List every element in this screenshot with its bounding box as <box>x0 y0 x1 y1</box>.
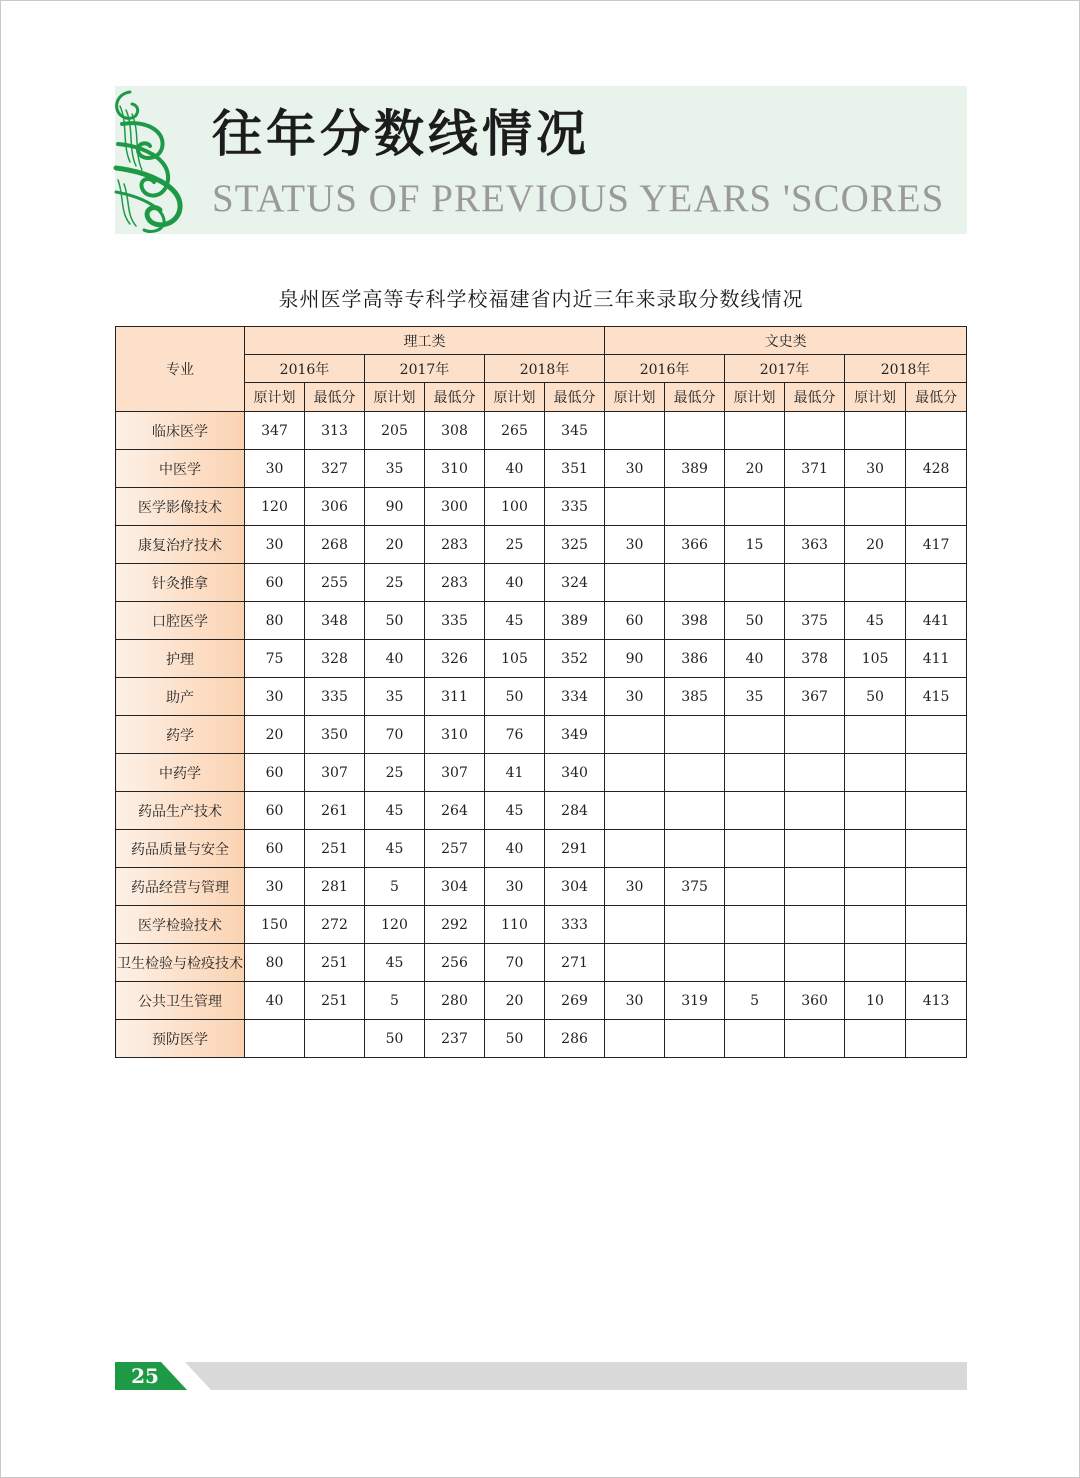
plan-cell <box>725 564 785 602</box>
plan-cell <box>845 564 906 602</box>
major-cell: 药品质量与安全 <box>116 830 245 868</box>
min-score-cell: 371 <box>785 450 845 488</box>
min-score-cell <box>665 944 725 982</box>
min-score-cell <box>665 564 725 602</box>
min-score-cell: 334 <box>545 678 605 716</box>
plan-cell: 45 <box>365 830 425 868</box>
page-number: 25 <box>131 1364 159 1388</box>
min-score-cell: 351 <box>545 450 605 488</box>
table-row <box>116 412 967 450</box>
min-score-cell: 413 <box>906 982 967 1020</box>
subcol-header: 原计划 <box>365 383 425 412</box>
min-score-cell <box>906 412 967 450</box>
min-score-cell: 398 <box>665 602 725 640</box>
min-score-cell: 327 <box>305 450 365 488</box>
plan-cell: 5 <box>365 868 425 906</box>
plan-cell: 45 <box>485 602 545 640</box>
plan-cell: 30 <box>605 982 665 1020</box>
plan-cell <box>845 830 906 868</box>
plan-cell: 120 <box>365 906 425 944</box>
plan-cell: 50 <box>845 678 906 716</box>
min-score-cell: 345 <box>545 412 605 450</box>
plan-cell: 35 <box>365 450 425 488</box>
min-score-cell <box>665 412 725 450</box>
min-score-cell: 308 <box>425 412 485 450</box>
min-score-cell: 264 <box>425 792 485 830</box>
min-score-cell <box>906 868 967 906</box>
plan-cell: 90 <box>365 488 425 526</box>
table-row <box>116 982 967 1020</box>
plan-cell: 105 <box>485 640 545 678</box>
table-row <box>116 1020 967 1058</box>
table-row <box>116 602 967 640</box>
table-title: 泉州医学高等专科学校福建省内近三年来录取分数线情况 <box>278 287 804 311</box>
min-score-cell <box>665 906 725 944</box>
min-score-cell <box>906 1020 967 1058</box>
plan-cell <box>605 830 665 868</box>
table-row <box>116 488 967 526</box>
table-row <box>116 906 967 944</box>
plan-cell: 35 <box>365 678 425 716</box>
scores-table <box>115 326 967 1058</box>
plan-cell: 20 <box>725 450 785 488</box>
min-score-cell: 417 <box>906 526 967 564</box>
plan-cell <box>725 716 785 754</box>
min-score-cell <box>785 944 845 982</box>
plan-cell <box>725 488 785 526</box>
min-score-cell: 335 <box>305 678 365 716</box>
plan-cell: 347 <box>245 412 305 450</box>
min-score-cell: 310 <box>425 716 485 754</box>
plan-cell <box>725 412 785 450</box>
min-score-cell: 281 <box>305 868 365 906</box>
year-header: 2016年 <box>605 355 725 383</box>
plan-cell <box>845 868 906 906</box>
min-score-cell: 307 <box>305 754 365 792</box>
plan-cell: 110 <box>485 906 545 944</box>
min-score-cell: 428 <box>906 450 967 488</box>
min-score-cell: 256 <box>425 944 485 982</box>
min-score-cell <box>665 792 725 830</box>
min-score-cell: 340 <box>545 754 605 792</box>
min-score-cell: 375 <box>665 868 725 906</box>
plan-cell <box>725 830 785 868</box>
min-score-cell: 283 <box>425 526 485 564</box>
plan-cell <box>605 792 665 830</box>
min-score-cell: 280 <box>425 982 485 1020</box>
min-score-cell <box>665 716 725 754</box>
plan-cell: 30 <box>245 450 305 488</box>
major-cell: 药学 <box>116 716 245 754</box>
plan-cell: 25 <box>365 564 425 602</box>
min-score-cell <box>785 830 845 868</box>
min-score-cell: 325 <box>545 526 605 564</box>
min-score-cell: 378 <box>785 640 845 678</box>
subcol-header: 最低分 <box>906 383 967 412</box>
major-cell: 药品经营与管理 <box>116 868 245 906</box>
min-score-cell: 415 <box>906 678 967 716</box>
min-score-cell <box>785 906 845 944</box>
subcol-header: 原计划 <box>605 383 665 412</box>
min-score-cell <box>906 830 967 868</box>
min-score-cell: 386 <box>665 640 725 678</box>
subcol-header: 原计划 <box>245 383 305 412</box>
min-score-cell: 304 <box>425 868 485 906</box>
plan-cell: 40 <box>485 830 545 868</box>
plan-cell <box>605 716 665 754</box>
min-score-cell <box>665 488 725 526</box>
table-body <box>116 412 967 1058</box>
subcol-header: 最低分 <box>785 383 845 412</box>
plan-cell: 20 <box>245 716 305 754</box>
plan-cell <box>845 716 906 754</box>
min-score-cell: 251 <box>305 830 365 868</box>
major-cell: 中医学 <box>116 450 245 488</box>
plan-cell: 60 <box>605 602 665 640</box>
min-score-cell: 360 <box>785 982 845 1020</box>
plan-cell: 20 <box>365 526 425 564</box>
min-score-cell: 326 <box>425 640 485 678</box>
min-score-cell: 335 <box>545 488 605 526</box>
plan-cell: 40 <box>365 640 425 678</box>
plan-cell: 30 <box>605 678 665 716</box>
subcol-header: 最低分 <box>425 383 485 412</box>
major-cell: 药品生产技术 <box>116 792 245 830</box>
min-score-cell: 251 <box>305 944 365 982</box>
table-row <box>116 678 967 716</box>
plan-cell: 60 <box>245 754 305 792</box>
major-cell: 助产 <box>116 678 245 716</box>
plan-cell: 25 <box>365 754 425 792</box>
plan-cell <box>725 944 785 982</box>
year-header: 2017年 <box>725 355 845 383</box>
plan-cell: 45 <box>485 792 545 830</box>
min-score-cell: 313 <box>305 412 365 450</box>
plan-cell: 75 <box>245 640 305 678</box>
min-score-cell: 257 <box>425 830 485 868</box>
min-score-cell: 310 <box>425 450 485 488</box>
min-score-cell <box>906 944 967 982</box>
plan-cell <box>845 488 906 526</box>
min-score-cell: 441 <box>906 602 967 640</box>
plan-cell: 60 <box>245 792 305 830</box>
major-cell: 口腔医学 <box>116 602 245 640</box>
plan-cell <box>605 488 665 526</box>
min-score-cell: 291 <box>545 830 605 868</box>
min-score-cell: 350 <box>305 716 365 754</box>
plan-cell: 40 <box>725 640 785 678</box>
min-score-cell <box>305 1020 365 1058</box>
plan-cell: 50 <box>365 602 425 640</box>
table-row <box>116 640 967 678</box>
plan-cell: 45 <box>845 602 906 640</box>
year-header: 2018年 <box>845 355 967 383</box>
plan-cell: 10 <box>845 982 906 1020</box>
plan-cell <box>725 868 785 906</box>
min-score-cell: 300 <box>425 488 485 526</box>
subcol-header: 原计划 <box>725 383 785 412</box>
min-score-cell <box>785 412 845 450</box>
plan-cell: 30 <box>845 450 906 488</box>
plan-cell: 20 <box>845 526 906 564</box>
plan-cell: 25 <box>485 526 545 564</box>
plan-cell: 40 <box>245 982 305 1020</box>
plan-cell: 30 <box>245 868 305 906</box>
page-subtitle-en: STATUS OF PREVIOUS YEARS 'SCORES <box>212 177 945 220</box>
min-score-cell <box>665 830 725 868</box>
plan-cell: 41 <box>485 754 545 792</box>
min-score-cell <box>665 1020 725 1058</box>
min-score-cell: 352 <box>545 640 605 678</box>
min-score-cell: 283 <box>425 564 485 602</box>
plan-cell <box>725 792 785 830</box>
year-header: 2016年 <box>245 355 365 383</box>
plan-cell <box>605 944 665 982</box>
plan-cell <box>845 1020 906 1058</box>
major-cell: 中药学 <box>116 754 245 792</box>
min-score-cell <box>785 564 845 602</box>
plan-cell: 5 <box>365 982 425 1020</box>
min-score-cell: 375 <box>785 602 845 640</box>
min-score-cell: 385 <box>665 678 725 716</box>
min-score-cell: 271 <box>545 944 605 982</box>
min-score-cell: 307 <box>425 754 485 792</box>
plan-cell <box>845 412 906 450</box>
plan-cell: 15 <box>725 526 785 564</box>
plan-cell <box>845 792 906 830</box>
swirl-logo-icon <box>108 84 188 238</box>
table-row <box>116 450 967 488</box>
subcol-header: 最低分 <box>545 383 605 412</box>
min-score-cell: 324 <box>545 564 605 602</box>
major-cell: 医学检验技术 <box>116 906 245 944</box>
plan-cell: 265 <box>485 412 545 450</box>
plan-cell: 30 <box>485 868 545 906</box>
plan-cell: 40 <box>485 564 545 602</box>
plan-cell <box>845 754 906 792</box>
major-cell: 公共卫生管理 <box>116 982 245 1020</box>
group-header-arts: 文史类 <box>605 327 967 355</box>
plan-cell: 30 <box>605 526 665 564</box>
min-score-cell <box>906 488 967 526</box>
plan-cell <box>845 906 906 944</box>
min-score-cell: 349 <box>545 716 605 754</box>
plan-cell: 45 <box>365 944 425 982</box>
plan-cell: 40 <box>485 450 545 488</box>
plan-cell <box>725 754 785 792</box>
table-row <box>116 944 967 982</box>
plan-cell: 60 <box>245 830 305 868</box>
plan-cell <box>725 1020 785 1058</box>
min-score-cell: 348 <box>305 602 365 640</box>
plan-cell: 205 <box>365 412 425 450</box>
plan-cell: 105 <box>845 640 906 678</box>
min-score-cell: 328 <box>305 640 365 678</box>
min-score-cell <box>785 1020 845 1058</box>
plan-cell <box>605 412 665 450</box>
year-header: 2017年 <box>365 355 485 383</box>
min-score-cell <box>785 716 845 754</box>
table-row <box>116 868 967 906</box>
plan-cell <box>605 1020 665 1058</box>
min-score-cell: 411 <box>906 640 967 678</box>
min-score-cell: 304 <box>545 868 605 906</box>
min-score-cell: 319 <box>665 982 725 1020</box>
plan-cell: 45 <box>365 792 425 830</box>
plan-cell: 120 <box>245 488 305 526</box>
min-score-cell: 335 <box>425 602 485 640</box>
plan-cell: 50 <box>725 602 785 640</box>
plan-cell: 80 <box>245 944 305 982</box>
min-score-cell: 306 <box>305 488 365 526</box>
min-score-cell <box>906 716 967 754</box>
min-score-cell: 261 <box>305 792 365 830</box>
major-cell: 临床医学 <box>116 412 245 450</box>
major-cell: 护理 <box>116 640 245 678</box>
min-score-cell: 366 <box>665 526 725 564</box>
major-cell: 康复治疗技术 <box>116 526 245 564</box>
min-score-cell: 255 <box>305 564 365 602</box>
major-cell: 预防医学 <box>116 1020 245 1058</box>
min-score-cell: 237 <box>425 1020 485 1058</box>
major-cell: 针灸推拿 <box>116 564 245 602</box>
min-score-cell: 269 <box>545 982 605 1020</box>
plan-cell <box>605 754 665 792</box>
plan-cell <box>845 944 906 982</box>
min-score-cell: 286 <box>545 1020 605 1058</box>
table-row <box>116 830 967 868</box>
plan-cell: 20 <box>485 982 545 1020</box>
min-score-cell <box>785 792 845 830</box>
year-header: 2018年 <box>485 355 605 383</box>
table-row <box>116 526 967 564</box>
min-score-cell: 272 <box>305 906 365 944</box>
min-score-cell: 363 <box>785 526 845 564</box>
subcol-header: 原计划 <box>845 383 906 412</box>
page-title: 往年分数线情况 <box>212 105 590 163</box>
group-header-science: 理工类 <box>245 327 605 355</box>
plan-cell: 150 <box>245 906 305 944</box>
min-score-cell <box>906 906 967 944</box>
min-score-cell: 292 <box>425 906 485 944</box>
min-score-cell <box>785 754 845 792</box>
plan-cell: 50 <box>485 678 545 716</box>
plan-cell: 76 <box>485 716 545 754</box>
major-cell: 医学影像技术 <box>116 488 245 526</box>
plan-cell <box>725 906 785 944</box>
min-score-cell <box>785 488 845 526</box>
subcol-header: 最低分 <box>305 383 365 412</box>
plan-cell: 30 <box>605 868 665 906</box>
plan-cell <box>605 564 665 602</box>
min-score-cell: 268 <box>305 526 365 564</box>
plan-cell: 35 <box>725 678 785 716</box>
min-score-cell <box>906 564 967 602</box>
plan-cell: 50 <box>365 1020 425 1058</box>
min-score-cell: 311 <box>425 678 485 716</box>
min-score-cell: 389 <box>545 602 605 640</box>
table-row <box>116 754 967 792</box>
min-score-cell <box>906 754 967 792</box>
plan-cell: 50 <box>485 1020 545 1058</box>
plan-cell <box>605 906 665 944</box>
min-score-cell: 251 <box>305 982 365 1020</box>
table-row <box>116 792 967 830</box>
min-score-cell: 333 <box>545 906 605 944</box>
min-score-cell <box>906 792 967 830</box>
plan-cell: 70 <box>485 944 545 982</box>
plan-cell: 5 <box>725 982 785 1020</box>
plan-cell <box>245 1020 305 1058</box>
footer-bar <box>185 1362 967 1390</box>
major-column-header: 专业 <box>116 327 245 412</box>
plan-cell: 70 <box>365 716 425 754</box>
min-score-cell: 284 <box>545 792 605 830</box>
subcol-header: 最低分 <box>665 383 725 412</box>
plan-cell: 80 <box>245 602 305 640</box>
min-score-cell <box>785 868 845 906</box>
plan-cell: 90 <box>605 640 665 678</box>
plan-cell: 100 <box>485 488 545 526</box>
table-row <box>116 716 967 754</box>
plan-cell: 30 <box>245 526 305 564</box>
subcol-header: 原计划 <box>485 383 545 412</box>
plan-cell: 60 <box>245 564 305 602</box>
plan-cell: 30 <box>605 450 665 488</box>
plan-cell: 30 <box>245 678 305 716</box>
table-row <box>116 564 967 602</box>
min-score-cell: 389 <box>665 450 725 488</box>
min-score-cell <box>665 754 725 792</box>
min-score-cell: 367 <box>785 678 845 716</box>
major-cell: 卫生检验与检疫技术 <box>116 944 245 982</box>
